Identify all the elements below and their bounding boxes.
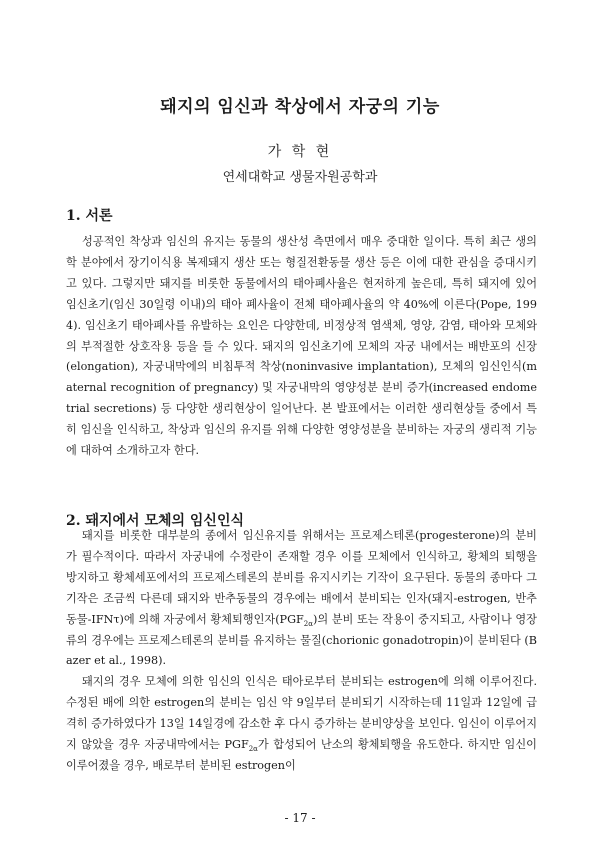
section-1-paragraph: 성공적인 착상과 임신의 유지는 동물의 생산성 측면에서 매우 중대한 일이다. 특히 최근 생의학 분야에서 장기이식용 복제돼지 생산 또는 형질전환동물 생산 등은 이에 대한 관심을 증대시키고 있다. 그렇지만 돼지를 비롯한 동물에서의 태아폐사율은 현저하게 높은데, 특히 돼지에 있어 임신초기(임신 30일령 이내)의 태아 폐사율이 전체 태아폐사율의 약 40%에 이른다(Pope, 1994). 임신초기 태아폐사를 유발하는 요인은 다양한데, 비정상적 염색체, 영양, 감염, 태아와 모체와의 부적절한 상호작용 등을 들 수 있다. 돼지의 임신초기에 모체의 자궁 내에서는 배반포의 신장(elongation), 자궁내막에의 비침투적 착상(noninvasive implantation), 모체의 임신인식(maternal recognition of pregnancy) 및 자궁내막의 영양성분 분비 증가(increased endometrial secretions) 등 다양한 생리현상이 일어난다. 본 발표에서는 이러한 생리현상들 중에서 특히 임신을 인식하고, 착상과 임신의 유지를 위해 다양한 영양성분을 분비하는 자궁의 생리적 기능에 대하여 소개하고자 한다. xyxy=(66,235,537,458)
section-2-paragraph-2 xyxy=(66,672,537,777)
page-number: - 17 - xyxy=(284,811,316,825)
paper-title: 돼지의 임신과 착상에서 자궁의 기능 xyxy=(160,97,440,117)
author-affiliation: 연세대학교 생물자원공학과 xyxy=(222,170,378,185)
section-2-p1-text-a: 돼지를 비롯한 대부분의 종에서 임신유지를 위해서는 프로제스테론(progesterone)의 분비가 필수적이다. 따라서 자궁내에 수정란이 존재할 경우 이를 모체에서 인식하고, 황체의 퇴행을 방지하고 황체세포에서의 프로제스테론의 분비를 유지시키는 기작이 요구된다. 동물의 종마다 그 기작은 조금씩 다른데 돼지와 반추동물의 경우에는 배에서 분비되는 인자(돼지-estrogen, 반추동물-IFNτ)에 의해 자궁에서 황체퇴행인자(PGF xyxy=(66,529,537,626)
section-2-p2-text-b: 가 합성되어 난소의 황체퇴행을 유도한다. 하지만 임신이 이루어졌을 경우, 배로부터 분비된 estrogen이 xyxy=(66,738,537,772)
author-name: 가 학 현 xyxy=(267,144,333,160)
section-2-p1-subscript: 2α xyxy=(303,619,313,628)
section-2-p2-subscript: 2α xyxy=(248,745,258,754)
section-2-p1-text-b: )의 분비 또는 작용이 중지되고, 사람이나 영장류의 경우에는 프로제스테론의 분비를 유지하는 물질(chorionic gonadotropin)이 분비된다 (Bazer et al., 1998). xyxy=(66,612,537,668)
section-2-paragraph-1 xyxy=(66,526,537,672)
section-1-heading: 1. 서론 xyxy=(66,208,113,224)
section-1-body xyxy=(66,232,537,462)
section-2-p2-text-a: 돼지의 경우 모체에 의한 임신의 인식은 태아로부터 분비되는 estrogen에 의해 이루어진다. 수정된 배에 의한 estrogen의 분비는 임신 약 9일부터 분비되기 시작하는데 11일과 12일에 급격히 증가하였다가 13일 14일경에 감소한 후 다시 증가하는 분비양상을 보인다. 임신이 이루어지지 않았을 경우 자궁내막에서는 PGF xyxy=(66,675,538,752)
section-2-body xyxy=(66,526,537,777)
section-2-heading: 2. 돼지에서 모체의 임신인식 xyxy=(66,513,245,529)
